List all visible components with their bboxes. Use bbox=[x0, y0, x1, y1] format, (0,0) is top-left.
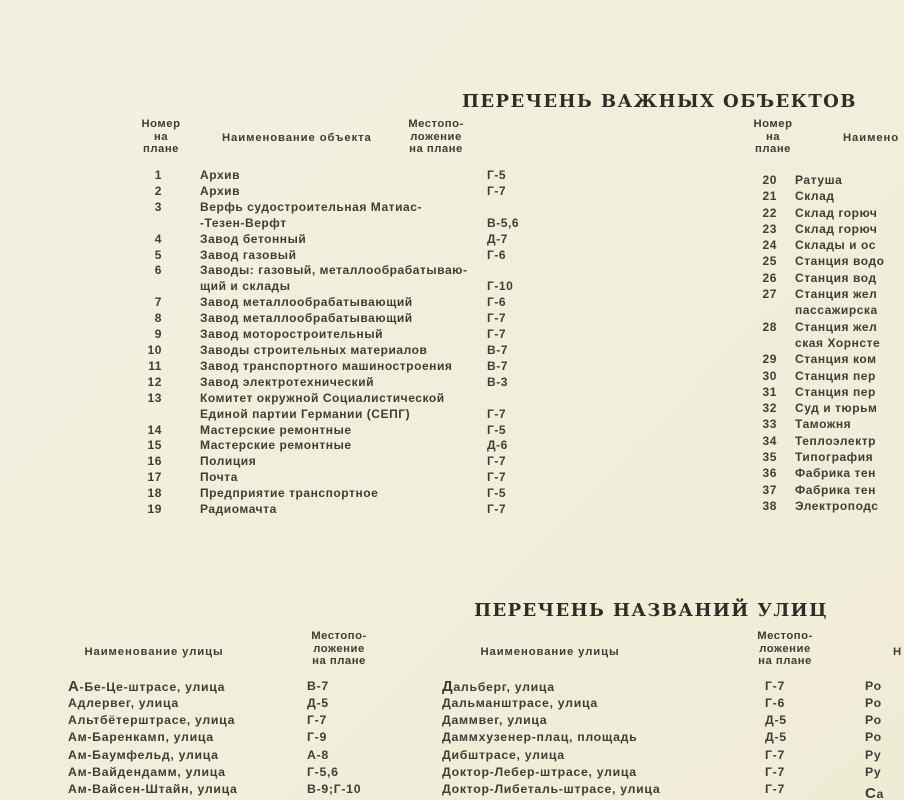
objects-rows-right bbox=[747, 172, 885, 514]
object-plan-number: 37 bbox=[762, 482, 777, 497]
street-row bbox=[68, 781, 362, 798]
street-name: Ам-Вайдендамм, улица bbox=[68, 764, 226, 779]
street-name: Альтбётерштрасе, улица bbox=[68, 713, 236, 728]
street-location-code: В-7 bbox=[307, 679, 329, 693]
street-row bbox=[68, 678, 329, 695]
column-header-plan-number: Номер на плане bbox=[141, 118, 181, 156]
object-plan-number: 5 bbox=[154, 247, 162, 262]
street-row bbox=[865, 747, 884, 764]
object-row bbox=[132, 470, 507, 486]
object-row bbox=[132, 486, 507, 502]
object-name: Завод металлообрабатывающий bbox=[200, 311, 413, 326]
street-row bbox=[865, 678, 884, 695]
object-location-code: Д-6 bbox=[487, 438, 508, 453]
object-plan-number: 28 bbox=[762, 319, 777, 334]
object-location-code: Г-7 bbox=[487, 311, 507, 326]
object-name: Склад bbox=[795, 189, 835, 204]
street-name: Са bbox=[865, 784, 885, 800]
object-plan-number: 7 bbox=[154, 295, 162, 310]
object-plan-number: 4 bbox=[154, 231, 162, 246]
object-plan-number: 26 bbox=[762, 270, 777, 285]
object-plan-number: 19 bbox=[147, 502, 162, 517]
object-row bbox=[747, 416, 885, 432]
object-plan-number: 18 bbox=[147, 486, 162, 501]
object-name: Верфь судостроительная Матиас- -Тезен-Верфт bbox=[200, 199, 423, 230]
object-location-code: Г-10 bbox=[487, 279, 514, 294]
object-row bbox=[747, 384, 885, 400]
street-name: Ру bbox=[865, 764, 882, 779]
object-plan-number: 29 bbox=[762, 352, 777, 367]
object-row bbox=[132, 183, 507, 200]
object-plan-number: 11 bbox=[148, 358, 162, 373]
object-plan-number: 33 bbox=[762, 417, 777, 432]
object-name: Электроподс bbox=[795, 498, 879, 513]
object-plan-number: 6 bbox=[154, 263, 162, 278]
object-location-code: Г-7 bbox=[487, 327, 507, 342]
object-row bbox=[747, 253, 885, 269]
object-row bbox=[132, 231, 508, 248]
column-header-object-name-clipped: Наимено bbox=[843, 132, 900, 144]
street-row bbox=[68, 747, 329, 764]
street-name: Ро bbox=[865, 730, 882, 745]
object-name: Станция вод bbox=[795, 270, 877, 285]
street-row bbox=[865, 695, 884, 712]
street-row bbox=[865, 785, 884, 800]
object-plan-number: 24 bbox=[762, 238, 777, 253]
object-row bbox=[747, 400, 885, 416]
object-plan-number: 20 bbox=[762, 173, 777, 187]
object-plan-number: 38 bbox=[762, 498, 777, 513]
object-name: Таможня bbox=[795, 417, 852, 432]
street-name: Даммхузенер-плац, площадь bbox=[442, 730, 638, 745]
object-row bbox=[747, 465, 885, 481]
street-name: Ро bbox=[865, 696, 882, 711]
street-location-code: Г-9 bbox=[307, 730, 328, 745]
object-plan-number: 14 bbox=[147, 422, 162, 437]
object-row bbox=[132, 438, 508, 454]
section-lead-letter: Д bbox=[442, 678, 454, 695]
object-name: Предприятие транспортное bbox=[200, 486, 379, 501]
street-location-code: Г-7 bbox=[765, 781, 786, 796]
object-row bbox=[132, 199, 520, 232]
object-name: Завод бетонный bbox=[200, 231, 307, 246]
object-location-code: В-7 bbox=[487, 342, 508, 357]
object-name: Полиция bbox=[200, 454, 257, 469]
column-header-object-name: Наименование объекта bbox=[222, 132, 372, 144]
street-rows bbox=[68, 678, 362, 798]
object-name: Станция жел ская Хорнсте bbox=[795, 319, 881, 350]
object-row bbox=[132, 295, 507, 311]
object-plan-number: 12 bbox=[147, 374, 162, 389]
object-row bbox=[132, 168, 507, 184]
street-name: Дальберг, улица bbox=[442, 678, 555, 695]
street-location-code: Д-5 bbox=[765, 713, 787, 728]
object-name: Фабрика тен bbox=[795, 482, 876, 497]
street-row bbox=[68, 712, 328, 729]
street-name: А-Бе-Це-штрасе, улица bbox=[68, 678, 226, 695]
object-name: Склад горюч bbox=[795, 205, 878, 220]
street-location-code: Г-5,6 bbox=[307, 764, 339, 779]
object-name: Станция жел пассажирска bbox=[795, 287, 878, 318]
object-plan-number: 21 bbox=[762, 189, 777, 204]
object-location-code: Г-7 bbox=[487, 183, 507, 198]
object-row bbox=[747, 188, 885, 204]
street-row bbox=[442, 781, 786, 798]
objects-section-title: ПЕРЕЧЕНЬ ВАЖНЫХ ОБЪЕКТОВ bbox=[462, 91, 857, 112]
column-header-street-name: Наименование улицы bbox=[84, 646, 224, 658]
street-rows bbox=[865, 678, 884, 800]
object-row bbox=[132, 422, 507, 439]
object-row bbox=[132, 311, 507, 327]
object-name: Типография bbox=[795, 450, 874, 465]
street-rows bbox=[442, 678, 787, 798]
street-name: Ро bbox=[865, 679, 882, 693]
street-name: Адлервег, улица bbox=[68, 696, 179, 711]
object-row bbox=[132, 247, 507, 264]
street-row bbox=[442, 712, 787, 729]
object-location-code: В-7 bbox=[487, 358, 508, 373]
object-name: Фабрика тен bbox=[795, 466, 876, 481]
object-row bbox=[132, 342, 508, 359]
column-header-street-name-fragment: Н bbox=[893, 646, 903, 658]
object-plan-number: 30 bbox=[762, 368, 777, 383]
object-name: Комитет окружной Социалистической Единой партии Германии (СЕПГ) bbox=[200, 390, 445, 421]
street-name: Доктор-Либеталь-штрасе, улица bbox=[442, 781, 661, 796]
column-header-street-name: Наименование улицы bbox=[480, 646, 620, 658]
object-plan-number: 8 bbox=[154, 311, 162, 326]
column-header-location: Местопо- ложение на плане bbox=[408, 118, 464, 156]
object-name: Завод транспортного машиностроения bbox=[200, 358, 453, 373]
street-row bbox=[442, 729, 787, 746]
object-row bbox=[747, 172, 885, 188]
street-name: Ам-Баренкамп, улица bbox=[68, 730, 214, 745]
object-name: Склады и ос bbox=[795, 238, 876, 253]
object-name: Теплоэлектр bbox=[795, 433, 877, 448]
streets-section-title: ПЕРЕЧЕНЬ НАЗВАНИЙ УЛИЦ bbox=[474, 600, 828, 621]
object-row bbox=[747, 237, 885, 253]
object-row bbox=[747, 449, 885, 465]
object-name: Станция пер bbox=[795, 368, 876, 383]
object-plan-number: 32 bbox=[762, 401, 777, 416]
object-plan-number: 34 bbox=[762, 433, 777, 448]
street-name: Ам-Баумфельд, улица bbox=[68, 747, 219, 762]
object-name: Архив bbox=[200, 183, 241, 198]
object-name: Архив bbox=[200, 168, 241, 182]
object-row bbox=[747, 351, 885, 367]
object-name: Почта bbox=[200, 470, 238, 485]
object-location-code: Г-6 bbox=[487, 247, 507, 262]
object-row bbox=[747, 286, 885, 319]
street-row bbox=[865, 729, 884, 746]
object-plan-number: 1 bbox=[154, 168, 162, 182]
column-header-plan-number: Номер на плане bbox=[753, 118, 793, 156]
street-row bbox=[68, 764, 339, 781]
object-plan-number: 23 bbox=[762, 221, 777, 236]
object-row bbox=[132, 327, 507, 343]
object-name: Станция водо bbox=[795, 254, 885, 269]
object-row bbox=[747, 270, 885, 286]
object-name: Завод металлообрабатывающий bbox=[200, 295, 413, 310]
object-row bbox=[747, 498, 885, 514]
object-location-code: Г-7 bbox=[487, 406, 507, 421]
object-name: Станция пер bbox=[795, 384, 876, 399]
object-plan-number: 27 bbox=[762, 287, 777, 302]
street-location-code: Г-7 bbox=[307, 713, 328, 728]
object-plan-number: 10 bbox=[147, 342, 162, 357]
object-name: Завод электротехнический bbox=[200, 374, 375, 389]
street-name: Дальманштрасе, улица bbox=[442, 696, 598, 711]
street-row bbox=[442, 764, 786, 781]
street-name: Даммвег, улица bbox=[442, 713, 548, 728]
street-row bbox=[442, 695, 786, 712]
column-header-location: Местопо- ложение на плане bbox=[311, 630, 367, 668]
street-name: Ам-Вайсен-Штайн, улица bbox=[68, 781, 238, 796]
street-row bbox=[68, 729, 328, 746]
object-plan-number: 16 bbox=[147, 454, 162, 469]
street-location-code: Г-7 bbox=[765, 764, 786, 779]
object-location-code: В-5,6 bbox=[487, 215, 520, 230]
section-lead-letter: А bbox=[68, 678, 80, 695]
street-row bbox=[442, 747, 786, 764]
object-name: Завод моторостроительный bbox=[200, 327, 384, 342]
object-name: Ратуша bbox=[795, 173, 843, 187]
object-location-code: Г-6 bbox=[487, 295, 507, 310]
street-location-code: А-8 bbox=[307, 747, 329, 762]
object-plan-number: 17 bbox=[147, 470, 162, 485]
object-plan-number: 35 bbox=[762, 450, 777, 465]
object-location-code: Д-7 bbox=[487, 231, 508, 246]
object-name: Суд и тюрьм bbox=[795, 401, 878, 416]
section-lead-letter: С bbox=[865, 784, 877, 800]
object-plan-number: 31 bbox=[762, 384, 777, 399]
object-row bbox=[132, 263, 514, 295]
object-row bbox=[747, 433, 885, 449]
object-name: Завод газовый bbox=[200, 247, 297, 262]
object-name: Мастерские ремонтные bbox=[200, 438, 352, 453]
object-location-code: В-3 bbox=[487, 374, 508, 389]
object-row bbox=[132, 502, 507, 518]
street-location-code: В-9;Г-10 bbox=[307, 781, 362, 796]
street-name: Доктор-Лебер-штрасе, улица bbox=[442, 764, 637, 779]
object-location-code: Г-7 bbox=[487, 454, 507, 469]
object-name: Радиомачта bbox=[200, 502, 277, 517]
object-plan-number: 15 bbox=[147, 438, 162, 453]
street-location-code: Г-7 bbox=[765, 679, 786, 693]
object-plan-number: 2 bbox=[154, 183, 162, 198]
object-plan-number: 25 bbox=[762, 254, 777, 269]
object-row bbox=[132, 374, 508, 391]
object-row bbox=[747, 368, 885, 384]
street-name: Ру bbox=[865, 747, 882, 762]
street-row bbox=[442, 678, 786, 695]
object-plan-number: 9 bbox=[154, 327, 162, 342]
street-name: Дибштрасе, улица bbox=[442, 747, 565, 762]
street-name: Ро bbox=[865, 713, 882, 728]
column-header-location: Местопо- ложение на плане bbox=[757, 630, 813, 668]
object-plan-number: 3 bbox=[154, 199, 162, 214]
object-location-code: Г-7 bbox=[487, 470, 507, 485]
object-plan-number: 13 bbox=[147, 390, 162, 405]
object-row bbox=[747, 482, 885, 498]
object-plan-number: 36 bbox=[762, 466, 777, 481]
street-location-code: Д-5 bbox=[765, 730, 787, 745]
object-plan-number: 22 bbox=[762, 205, 777, 220]
object-row bbox=[747, 205, 885, 221]
object-name: Заводы: газовый, металлообрабатываю- щий и склады bbox=[200, 263, 468, 294]
street-row bbox=[865, 712, 884, 729]
objects-rows-left bbox=[132, 168, 520, 518]
street-row bbox=[68, 695, 329, 712]
object-location-code: Г-7 bbox=[487, 502, 507, 517]
object-name: Заводы строительных материалов bbox=[200, 342, 428, 357]
object-row bbox=[132, 390, 507, 423]
street-location-code: Д-5 bbox=[307, 696, 329, 711]
street-location-code: Г-7 bbox=[765, 747, 786, 762]
object-row bbox=[132, 454, 507, 470]
street-location-code: Г-6 bbox=[765, 696, 786, 711]
object-location-code: Г-5 bbox=[487, 486, 507, 501]
street-row bbox=[865, 764, 884, 781]
object-location-code: Г-5 bbox=[487, 422, 507, 437]
object-location-code: Г-5 bbox=[487, 168, 507, 182]
object-name: Склад горюч bbox=[795, 221, 878, 236]
object-name: Станция ком bbox=[795, 352, 877, 367]
object-row bbox=[747, 319, 885, 352]
object-row bbox=[747, 221, 885, 237]
object-row bbox=[132, 358, 508, 375]
object-name: Мастерские ремонтные bbox=[200, 422, 352, 437]
